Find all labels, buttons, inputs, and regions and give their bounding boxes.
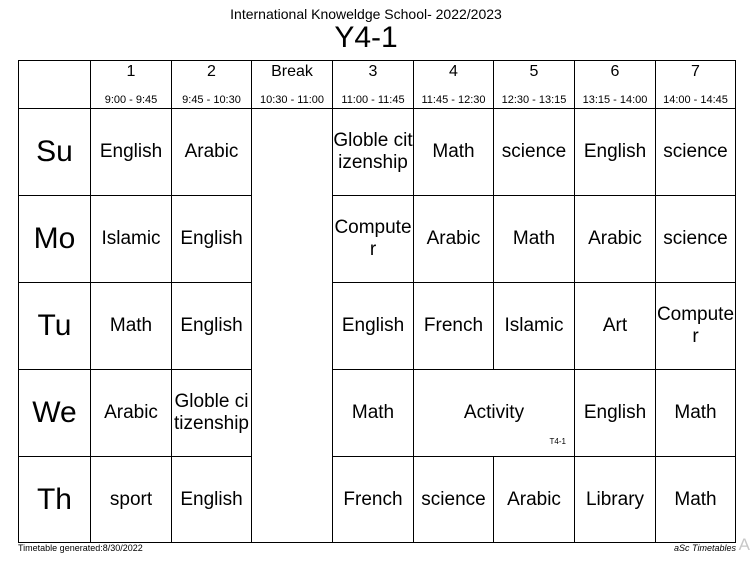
- double-lesson-cell: [414, 370, 575, 457]
- lesson-cell: French: [414, 283, 494, 370]
- period-number: 1: [126, 63, 136, 80]
- break-header: [252, 61, 333, 109]
- period-number: 7: [691, 63, 700, 80]
- header-row: [19, 61, 736, 109]
- lesson-cell: English: [575, 370, 656, 457]
- period-header: [91, 61, 172, 109]
- corner-mark: A: [738, 535, 750, 554]
- break-column: [252, 109, 333, 543]
- period-header: [575, 61, 656, 109]
- period-header: [333, 61, 414, 109]
- period-header: [172, 61, 252, 109]
- period-time: 10:30 - 11:00: [259, 94, 324, 106]
- lesson-cell: English: [172, 196, 252, 283]
- lesson-cell: Math: [494, 196, 575, 283]
- room-label: T4-1: [549, 437, 566, 446]
- period-number: 3: [368, 63, 378, 80]
- period-time: 9:00 - 9:45: [104, 94, 158, 106]
- lesson-cell: French: [333, 457, 414, 543]
- period-header: [414, 61, 494, 109]
- period-time: 13:15 - 14:00: [582, 94, 648, 106]
- lesson-cell: English: [333, 283, 414, 370]
- day-row-su: [19, 109, 736, 196]
- period-number: 5: [529, 63, 539, 80]
- period-number: 2: [207, 63, 216, 80]
- lesson-cell: English: [172, 283, 252, 370]
- day-label: Mo: [19, 196, 91, 283]
- lesson-cell: science: [656, 109, 736, 196]
- lesson-cell: Arabic: [91, 370, 172, 457]
- day-label: We: [19, 370, 91, 457]
- lesson-cell: Globle citizenship: [333, 109, 414, 196]
- period-number: 4: [449, 63, 458, 80]
- lesson-subject: Activity: [463, 402, 525, 423]
- lesson-cell: Math: [333, 370, 414, 457]
- period-time: 11:45 - 12:30: [421, 94, 486, 106]
- lesson-cell: Globle citizenship: [172, 370, 252, 457]
- lesson-cell: Math: [656, 457, 736, 543]
- lesson-cell: Library: [575, 457, 656, 543]
- timetable-grid: [18, 60, 736, 543]
- period-time: 12:30 - 13:15: [501, 94, 567, 106]
- lesson-cell: English: [172, 457, 252, 543]
- day-row-we: [19, 370, 736, 457]
- period-time: 14:00 - 14:45: [663, 94, 728, 106]
- day-label: Tu: [19, 283, 91, 370]
- brand-label: aSc Timetables: [674, 543, 736, 553]
- lesson-cell: Math: [656, 370, 736, 457]
- lesson-cell: Islamic: [494, 283, 575, 370]
- lesson-cell: Art: [575, 283, 656, 370]
- day-row-mo: [19, 196, 736, 283]
- lesson-cell: science: [656, 196, 736, 283]
- day-label: Su: [19, 109, 91, 196]
- period-number: Break: [271, 63, 313, 80]
- period-number: 6: [610, 63, 620, 80]
- school-name: International Knoweldge School- 2022/2023: [230, 6, 502, 22]
- lesson-cell: Arabic: [172, 109, 252, 196]
- lesson-cell: Computer: [656, 283, 736, 370]
- lesson-cell: Math: [414, 109, 494, 196]
- lesson-cell: Arabic: [494, 457, 575, 543]
- lesson-cell: Computer: [333, 196, 414, 283]
- period-header: [494, 61, 575, 109]
- lesson-cell: Math: [91, 283, 172, 370]
- lesson-cell: Arabic: [575, 196, 656, 283]
- period-header: [656, 61, 736, 109]
- lesson-cell: English: [575, 109, 656, 196]
- generated-date: Timetable generated:8/30/2022: [18, 543, 143, 553]
- lesson-cell: Islamic: [91, 196, 172, 283]
- day-row-tu: [19, 283, 736, 370]
- lesson-cell: Arabic: [414, 196, 494, 283]
- lesson-cell: English: [91, 109, 172, 196]
- class-name: Y4-1: [334, 21, 398, 54]
- day-row-th: [19, 457, 736, 543]
- lesson-cell: science: [494, 109, 575, 196]
- period-time: 9:45 - 10:30: [182, 94, 241, 106]
- lesson-cell: science: [414, 457, 494, 543]
- day-label: Th: [19, 457, 91, 543]
- corner-cell: [19, 61, 91, 109]
- lesson-cell: sport: [91, 457, 172, 543]
- period-time: 11:00 - 11:45: [341, 94, 405, 106]
